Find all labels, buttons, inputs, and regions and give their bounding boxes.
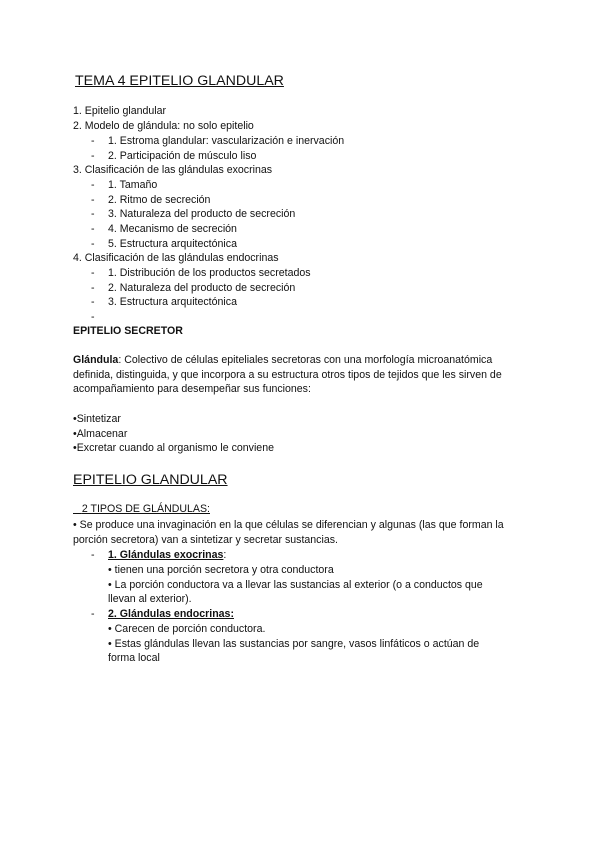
gland-bullet: • La porción conductora va a llevar las sustancias al exterior (o a conductos que (108, 579, 483, 591)
intro-line-1: • Se produce una invaginación en la que células se diferencian y algunas (las que forman la (73, 519, 504, 531)
definition-text: : Colectivo de células epiteliales secretoras con una morfología microanatómica (118, 354, 493, 366)
gland-bullet-cont: llevan al exterior). (108, 593, 192, 605)
gland-bullet: • Carecen de porción conductora. (108, 623, 266, 635)
list-dash: - (91, 223, 95, 235)
outline-item-3: 3. Clasificación de las glándulas exocrinas (73, 164, 273, 176)
function-item: •Almacenar (73, 428, 128, 440)
section-heading-epitelio-secretor: EPITELIO SECRETOR (73, 325, 183, 337)
subheading-text: 2 TIPOS DE GLÁNDULAS: (81, 503, 210, 515)
gland-bullet: • Estas glándulas llevan las sustancias por sangre, vasos linfáticos o actúan de (108, 638, 480, 650)
function-item: •Sintetizar (73, 413, 121, 425)
outline-subitem: 1. Tamaño (108, 179, 158, 191)
outline-subitem: 3. Estructura arquitectónica (108, 296, 237, 308)
definition-line-1 (73, 353, 492, 368)
gland-bullet-cont: forma local (108, 652, 160, 664)
list-dash: - (91, 282, 95, 294)
gland-type-label: 1. Glándulas exocrinas (108, 549, 224, 561)
definition-line-3: acompañamiento para desempeñar sus funciones: (73, 383, 311, 395)
outline-subitem: 5. Estructura arquitectónica (108, 238, 237, 250)
outline-subitem: 2. Naturaleza del producto de secreción (108, 282, 296, 294)
gland-type-suffix: : (223, 549, 227, 561)
outline-subitem: 3. Naturaleza del producto de secreción (108, 208, 296, 220)
outline-item-4: 4. Clasificación de las glándulas endocrinas (73, 252, 279, 264)
gland-bullet: • tienen una porción secretora y otra conductora (108, 564, 334, 576)
list-dash: - (91, 208, 95, 220)
outline-item-1: 1. Epitelio glandular (73, 105, 167, 117)
section-heading-epitelio-glandular: EPITELIO GLANDULAR (73, 472, 228, 488)
page-title: TEMA 4 EPITELIO GLANDULAR (75, 73, 284, 89)
list-dash: - (91, 179, 95, 191)
outline-subitem: 1. Estroma glandular: vascularización e inervación (108, 135, 345, 147)
list-dash: - (91, 238, 95, 250)
list-dash: - (91, 194, 95, 206)
outline-subitem: 1. Distribución de los productos secretados (108, 267, 311, 279)
definition-line-2: definida, distinguida, y que incorpora a su estructura otros tipos de tejidos que les sirven de (73, 369, 502, 381)
list-dash: - (91, 135, 95, 147)
list-dash: - (91, 296, 95, 308)
list-dash: - (91, 267, 95, 279)
gland-type-exocrinas (108, 548, 226, 563)
gland-type-label: 2. Glándulas endocrinas: (108, 608, 234, 620)
intro-line-2: porción secretora) van a sintetizar y secretar sustancias. (73, 534, 338, 546)
outline-item-2: 2. Modelo de glándula: no solo epitelio (73, 120, 254, 132)
list-dash: - (91, 549, 95, 561)
definition-term: Glándula (73, 354, 119, 366)
outline-subitem: 2. Participación de músculo liso (108, 150, 257, 162)
list-dash: - (91, 608, 95, 620)
outline-subitem: 2. Ritmo de secreción (108, 194, 211, 206)
function-item: •Excretar cuando al organismo le conviene (73, 442, 274, 454)
list-dash: - (91, 311, 95, 323)
subheading-tipos (73, 502, 210, 517)
outline-subitem: 4. Mecanismo de secreción (108, 223, 237, 235)
gland-type-endocrinas (108, 607, 234, 622)
list-dash: - (91, 150, 95, 162)
